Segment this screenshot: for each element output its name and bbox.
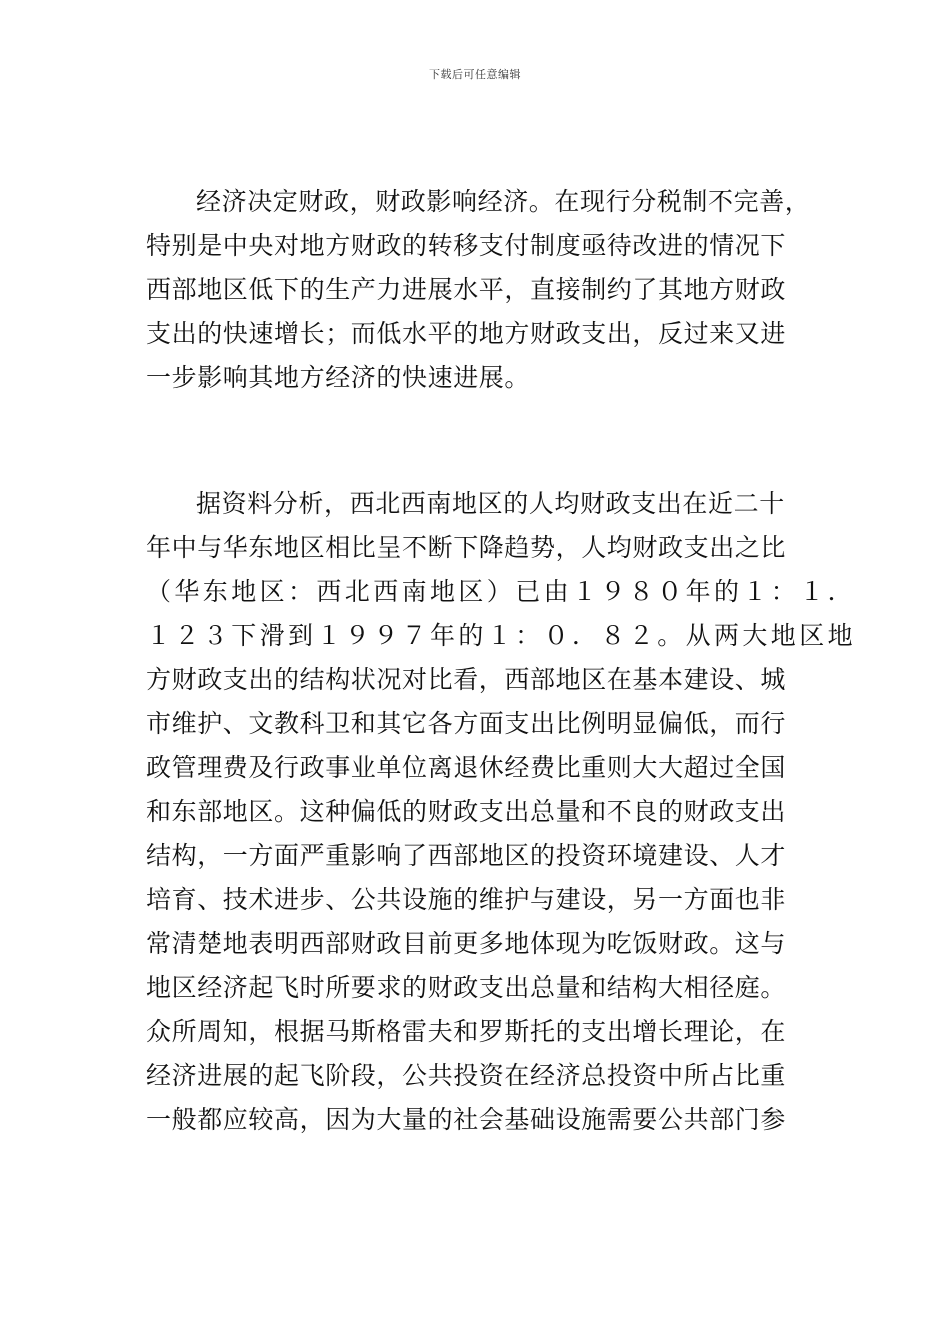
paragraph [146,180,818,400]
page-header: 下载后可任意编辑 [429,68,521,81]
document-body [146,180,857,1142]
paragraph-line: 支出的快速增长；而低水平的地方财政支出，反过来又进 [146,319,787,348]
paragraph-line: 年中与华东地区相比呈不断下降趋势，人均财政支出之比 [146,533,787,562]
paragraph [146,482,857,1142]
paragraph-line: 西部地区低下的生产力进展水平，直接制约了其地方财政 [146,275,787,304]
paragraph-spacer [146,400,818,482]
paragraph-line: 结构，一方面严重影响了西部地区的投资环境建设、人才 [146,841,787,870]
paragraph-line: （华东地区：西北西南地区）已由１９８０年的１：１． [146,577,857,606]
paragraph-line: 方财政支出的结构状况对比看，西部地区在基本建设、城 [146,665,787,694]
paragraph-line: 经济决定财政，财政影响经济。在现行分税制不完善， [196,187,811,216]
paragraph-line: 常清楚地表明西部财政目前更多地体现为吃饭财政。这与 [146,929,787,958]
paragraph-line: 众所周知，根据马斯格雷夫和罗斯托的支出增长理论，在 [146,1017,787,1046]
paragraph-line: 据资料分析，西北西南地区的人均财政支出在近二十 [196,489,785,518]
paragraph-line: 培育、技术进步、公共设施的维护与建设，另一方面也非 [146,885,787,914]
paragraph-line: 一般都应较高，因为大量的社会基础设施需要公共部门参 [146,1105,787,1134]
paragraph-line: 特别是中央对地方财政的转移支付制度亟待改进的情况下 [146,231,787,260]
paragraph-line: 地区经济起飞时所要求的财政支出总量和结构大相径庭。 [146,973,787,1002]
paragraph-line: 和东部地区。这种偏低的财政支出总量和不良的财政支出 [146,797,787,826]
paragraph-line: 经济进展的起飞阶段，公共投资在经济总投资中所占比重 [146,1061,787,1090]
paragraph-line: １２３下滑到１９９７年的１：０．８２。从两大地区地 [146,621,857,650]
paragraph-line: 市维护、文教科卫和其它各方面支出比例明显偏低，而行 [146,709,787,738]
paragraph-line: 政管理费及行政事业单位离退休经费比重则大大超过全国 [146,753,787,782]
paragraph-line: 一步影响其地方经济的快速进展。 [146,363,531,392]
